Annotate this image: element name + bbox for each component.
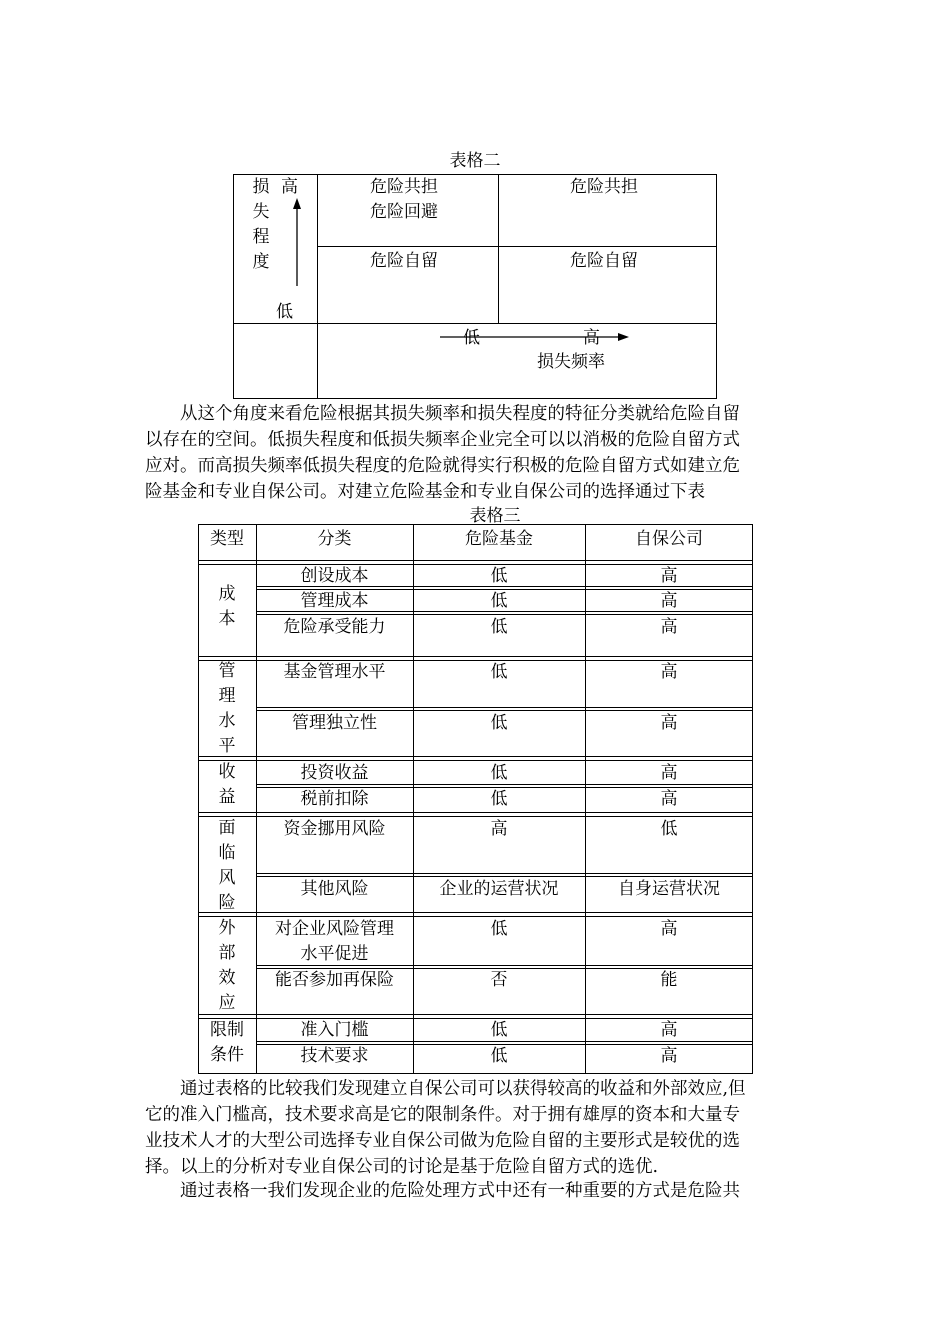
group-separator — [198, 912, 753, 913]
table-cell: 高 — [660, 789, 678, 809]
x-axis-low-label: 低 — [463, 328, 480, 348]
table-cell: 低 — [490, 662, 508, 682]
table-cell: 能 — [660, 970, 678, 990]
table-cell: 高 — [660, 1046, 678, 1066]
cell-r1c2: 危险共担 — [570, 177, 638, 197]
text-line: 业技术人才的大型公司选择专业自保公司做为危险自留的主要形式是较优的选 — [145, 1131, 740, 1151]
table-cell: 管理独立性 — [292, 713, 377, 733]
table-cell: 低 — [490, 1046, 508, 1066]
table2-divider — [317, 246, 717, 247]
group-separator — [198, 656, 753, 657]
row-separator — [256, 1044, 753, 1045]
text-line: 通过表格的比较我们发现建立自保公司可以获得较高的收益和外部效应,但 — [180, 1079, 746, 1099]
table-cell: 投资收益 — [300, 763, 369, 783]
table-cell: 否 — [490, 970, 508, 990]
group-separator — [198, 1018, 753, 1019]
table-cell: 高 — [660, 919, 678, 939]
group-separator — [198, 812, 753, 813]
table-cell: 低 — [490, 1020, 508, 1040]
group-separator — [198, 660, 753, 661]
group-separator — [198, 1014, 753, 1015]
cell-r1c1-line1: 危险共担 — [370, 177, 438, 197]
row-separator — [256, 965, 753, 966]
group-separator — [198, 756, 753, 757]
table-cell: 自身运营状况 — [618, 879, 720, 899]
group-type-risk: 面临风险 — [218, 818, 236, 913]
row-separator — [256, 611, 753, 612]
text-line: 它的准入门槛高，技术要求高是它的限制条件。对于拥有雄厚的资本和大量专 — [145, 1105, 740, 1125]
paragraph-2 — [145, 1076, 746, 1180]
table-cell: 低 — [660, 819, 678, 839]
table-cell: 技术要求 — [300, 1046, 369, 1066]
group-separator — [198, 564, 753, 565]
group-separator — [198, 816, 753, 817]
y-axis-label: 损失程度 — [252, 177, 270, 272]
table-cell: 准入门槛 — [300, 1020, 369, 1040]
table-cell: 能否参加再保险 — [275, 970, 394, 990]
y-axis-arrow-icon — [290, 198, 304, 288]
group-type-cost: 成本 — [218, 584, 236, 629]
table-cell: 低 — [490, 566, 508, 586]
row-separator — [256, 876, 753, 877]
table-cell: 高 — [490, 819, 508, 839]
table-cell: 高 — [660, 566, 678, 586]
x-axis-high-label: 高 — [583, 328, 600, 348]
table-cell: 高 — [660, 617, 678, 637]
group-type-limit-line2: 条件 — [210, 1045, 244, 1065]
row-separator — [256, 589, 753, 590]
table3-caption: 表格三 — [469, 506, 521, 526]
table-cell: 税前扣除 — [300, 789, 369, 809]
table-cell: 创设成本 — [300, 566, 369, 586]
row-separator — [256, 586, 753, 587]
table-cell: 管理成本 — [300, 591, 369, 611]
cell-r1c1-line2: 危险回避 — [370, 202, 438, 222]
row-separator — [256, 968, 753, 969]
table-cell: 低 — [490, 789, 508, 809]
text-line: 择。以上的分析对专业自保公司的讨论是基于危险自留方式的选优. — [145, 1157, 659, 1177]
table-cell: 其他风险 — [300, 879, 369, 899]
table-cell: 危险承受能力 — [283, 617, 386, 637]
table-cell: 水平促进 — [300, 944, 369, 964]
table-cell: 基金管理水平 — [283, 662, 386, 682]
table-cell: 低 — [490, 919, 508, 939]
table-cell: 资金挪用风险 — [283, 819, 386, 839]
row-separator — [256, 1041, 753, 1042]
table-cell: 高 — [660, 763, 678, 783]
text-line: 以存在的空间。低损失程度和低损失频率企业完全可以以消极的危险自留方式 — [145, 430, 740, 450]
table-cell: 低 — [490, 617, 508, 637]
table-cell: 高 — [660, 713, 678, 733]
table2-divider — [498, 174, 499, 324]
group-type-limit-line1: 限制 — [210, 1020, 244, 1040]
table2-divider — [233, 323, 717, 324]
row-separator — [256, 784, 753, 785]
table2-divider — [317, 174, 318, 399]
text-line: 通过表格一我们发现企业的危险处理方式中还有一种重要的方式是危险共 — [180, 1181, 740, 1201]
table-cell: 低 — [490, 713, 508, 733]
table-cell: 低 — [490, 763, 508, 783]
text-line: 从这个角度来看危险根据其损失频率和损失程度的特征分类就给危险自留 — [180, 404, 740, 424]
table-cell: 低 — [490, 591, 508, 611]
header-fund: 危险基金 — [465, 529, 533, 549]
group-separator — [198, 760, 753, 761]
paragraph-1 — [145, 401, 740, 505]
group-type-management: 管理水平 — [218, 661, 236, 756]
table-cell: 对企业风险管理 — [275, 919, 394, 939]
row-separator — [256, 710, 753, 711]
header-captive: 自保公司 — [635, 529, 703, 549]
group-separator — [198, 560, 753, 561]
table2-caption: 表格二 — [449, 151, 501, 171]
text-line: 应对。而高损失频率低损失程度的危险就得实行积极的危险自留方式如建立危 — [145, 456, 740, 476]
row-separator — [256, 707, 753, 708]
row-separator — [256, 787, 753, 788]
group-type-external: 外部效应 — [218, 918, 236, 1013]
y-axis-low-label: 低 — [276, 302, 293, 322]
table-cell: 高 — [660, 1020, 678, 1040]
group-separator — [198, 916, 753, 917]
paragraph-3 — [145, 1178, 740, 1204]
header-category: 分类 — [317, 529, 352, 549]
text-line: 险基金和专业自保公司。对建立危险基金和专业自保公司的选择通过下表 — [145, 482, 705, 502]
row-separator — [256, 873, 753, 874]
cell-r2c1: 危险自留 — [370, 251, 438, 271]
row-separator — [256, 614, 753, 615]
x-axis-label: 损失频率 — [537, 352, 605, 372]
table2-border — [233, 174, 717, 399]
cell-r2c2: 危险自留 — [570, 251, 638, 271]
header-type: 类型 — [210, 529, 244, 549]
y-axis-high-label: 高 — [281, 177, 298, 197]
group-type-income: 收益 — [218, 762, 236, 807]
table-cell: 高 — [660, 662, 678, 682]
table-cell: 高 — [660, 591, 678, 611]
table-cell: 企业的运营状况 — [439, 879, 559, 899]
